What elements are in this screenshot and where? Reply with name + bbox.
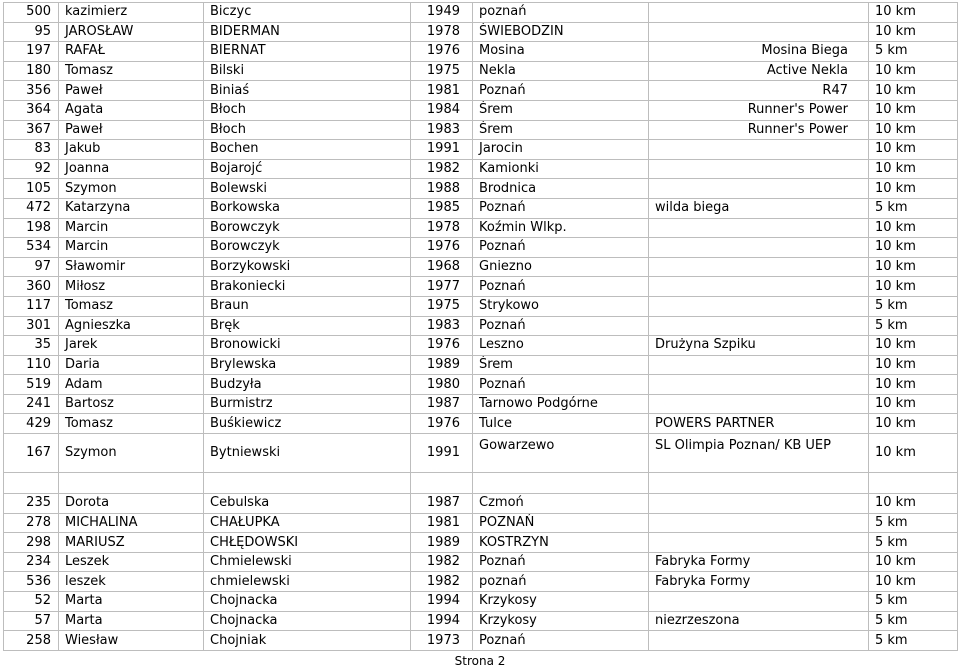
city-cell: Krzykosy [473, 611, 649, 631]
city-cell: Jarocin [473, 140, 649, 160]
bib-number-cell: 472 [4, 198, 59, 218]
distance-cell: 5 km [869, 42, 958, 62]
bib-number-cell: 95 [4, 22, 59, 42]
club-cell [649, 375, 869, 395]
last-name-cell: Błoch [204, 120, 411, 140]
distance-cell: 10 km [869, 572, 958, 592]
distance-cell: 10 km [869, 218, 958, 238]
city-cell: ŚWIEBODZIN [473, 22, 649, 42]
last-name-cell: Brakoniecki [204, 277, 411, 297]
club-cell [649, 316, 869, 336]
first-name-cell: Joanna [59, 159, 204, 179]
table-row [4, 22, 958, 42]
birth-year-cell: 1976 [411, 414, 473, 434]
birth-year-cell: 1983 [411, 120, 473, 140]
city-cell: Śrem [473, 355, 649, 375]
club-cell [649, 355, 869, 375]
birth-year-cell: 1994 [411, 592, 473, 612]
table-row [4, 120, 958, 140]
city-cell: Koźmin Wlkp. [473, 218, 649, 238]
first-name-cell: Adam [59, 375, 204, 395]
distance-cell: 10 km [869, 140, 958, 160]
birth-year-cell: 1975 [411, 296, 473, 316]
distance-cell: 5 km [869, 513, 958, 533]
spacer-cell [59, 473, 204, 494]
birth-year-cell: 1978 [411, 22, 473, 42]
club-cell: Fabryka Formy [649, 552, 869, 572]
bib-number-cell: 117 [4, 296, 59, 316]
distance-cell: 10 km [869, 434, 958, 473]
last-name-cell: Bojarojć [204, 159, 411, 179]
bib-number-cell: 235 [4, 494, 59, 514]
birth-year-cell: 1987 [411, 394, 473, 414]
page-footer: Strona 2 [454, 654, 506, 668]
distance-cell: 10 km [869, 414, 958, 434]
last-name-cell: Chojniak [204, 631, 411, 651]
club-cell [649, 296, 869, 316]
distance-cell: 5 km [869, 611, 958, 631]
bib-number-cell: 367 [4, 120, 59, 140]
first-name-cell: Paweł [59, 120, 204, 140]
club-cell [649, 631, 869, 651]
last-name-cell: Borowczyk [204, 218, 411, 238]
first-name-cell: Sławomir [59, 257, 204, 277]
birth-year-cell: 1976 [411, 238, 473, 258]
spacer-cell [4, 473, 59, 494]
bib-number-cell: 35 [4, 336, 59, 356]
birth-year-cell: 1983 [411, 316, 473, 336]
first-name-cell: Marta [59, 611, 204, 631]
last-name-cell: Błoch [204, 100, 411, 120]
first-name-cell: Leszek [59, 552, 204, 572]
table-row [4, 631, 958, 651]
last-name-cell: Budzyła [204, 375, 411, 395]
first-name-cell: Jakub [59, 140, 204, 160]
last-name-cell: Chojnacka [204, 611, 411, 631]
first-name-cell: Dorota [59, 494, 204, 514]
table-row [4, 3, 958, 23]
table-row [4, 159, 958, 179]
last-name-cell: Bilski [204, 61, 411, 81]
bib-number-cell: 534 [4, 238, 59, 258]
last-name-cell: Cebulska [204, 494, 411, 514]
first-name-cell: Miłosz [59, 277, 204, 297]
birth-year-cell: 1975 [411, 61, 473, 81]
city-cell: POZNAŃ [473, 513, 649, 533]
last-name-cell: Bronowicki [204, 336, 411, 356]
table-row [4, 414, 958, 434]
table-row [4, 238, 958, 258]
club-cell [649, 592, 869, 612]
distance-cell: 10 km [869, 494, 958, 514]
last-name-cell: Bytniewski [204, 434, 411, 473]
first-name-cell: MICHALINA [59, 513, 204, 533]
club-cell [649, 22, 869, 42]
bib-number-cell: 198 [4, 218, 59, 238]
last-name-cell: Burmistrz [204, 394, 411, 414]
table-row [4, 61, 958, 81]
bib-number-cell: 83 [4, 140, 59, 160]
birth-year-cell: 1991 [411, 434, 473, 473]
first-name-cell: Tomasz [59, 414, 204, 434]
birth-year-cell: 1984 [411, 100, 473, 120]
table-row [4, 434, 958, 473]
last-name-cell: BIERNAT [204, 42, 411, 62]
distance-cell: 10 km [869, 277, 958, 297]
last-name-cell: Buśkiewicz [204, 414, 411, 434]
first-name-cell: Marcin [59, 238, 204, 258]
bib-number-cell: 92 [4, 159, 59, 179]
last-name-cell: Bochen [204, 140, 411, 160]
last-name-cell: Braun [204, 296, 411, 316]
first-name-cell: Marta [59, 592, 204, 612]
bib-number-cell: 197 [4, 42, 59, 62]
table-row [4, 375, 958, 395]
birth-year-cell: 1973 [411, 631, 473, 651]
table-row [4, 296, 958, 316]
table-row [4, 611, 958, 631]
bib-number-cell: 298 [4, 533, 59, 553]
club-cell [649, 179, 869, 199]
table-row [4, 179, 958, 199]
bib-number-cell: 57 [4, 611, 59, 631]
birth-year-cell: 1981 [411, 513, 473, 533]
city-cell: Gowarzewo [473, 434, 649, 473]
distance-cell: 5 km [869, 533, 958, 553]
club-cell [649, 513, 869, 533]
bib-number-cell: 500 [4, 3, 59, 23]
club-cell [649, 394, 869, 414]
city-cell: Poznań [473, 277, 649, 297]
club-cell: wilda biega [649, 198, 869, 218]
bib-number-cell: 258 [4, 631, 59, 651]
last-name-cell: BIDERMAN [204, 22, 411, 42]
club-cell: POWERS PARTNER [649, 414, 869, 434]
bib-number-cell: 110 [4, 355, 59, 375]
city-cell: Poznań [473, 375, 649, 395]
distance-cell: 10 km [869, 22, 958, 42]
last-name-cell: Chojnacka [204, 592, 411, 612]
table-row [4, 592, 958, 612]
distance-cell: 5 km [869, 592, 958, 612]
birth-year-cell: 1968 [411, 257, 473, 277]
birth-year-cell: 1987 [411, 494, 473, 514]
birth-year-cell: 1988 [411, 179, 473, 199]
club-cell [649, 533, 869, 553]
first-name-cell: Daria [59, 355, 204, 375]
results-table-body [4, 3, 958, 651]
first-name-cell: Szymon [59, 179, 204, 199]
table-row [4, 494, 958, 514]
last-name-cell: Borzykowski [204, 257, 411, 277]
distance-cell: 5 km [869, 296, 958, 316]
table-row [4, 198, 958, 218]
birth-year-cell: 1949 [411, 3, 473, 23]
first-name-cell: kazimierz [59, 3, 204, 23]
distance-cell: 10 km [869, 552, 958, 572]
bib-number-cell: 301 [4, 316, 59, 336]
first-name-cell: leszek [59, 572, 204, 592]
first-name-cell: Paweł [59, 81, 204, 101]
first-name-cell: Katarzyna [59, 198, 204, 218]
distance-cell: 10 km [869, 3, 958, 23]
distance-cell: 5 km [869, 316, 958, 336]
bib-number-cell: 97 [4, 257, 59, 277]
club-cell: Runner's Power [649, 100, 869, 120]
birth-year-cell: 1980 [411, 375, 473, 395]
table-row [4, 277, 958, 297]
distance-cell: 10 km [869, 336, 958, 356]
first-name-cell: Agata [59, 100, 204, 120]
city-cell: Śrem [473, 100, 649, 120]
table-row [4, 81, 958, 101]
last-name-cell: Bolewski [204, 179, 411, 199]
city-cell: Kamionki [473, 159, 649, 179]
results-table [3, 2, 958, 651]
city-cell: poznań [473, 572, 649, 592]
birth-year-cell: 1976 [411, 336, 473, 356]
club-cell [649, 238, 869, 258]
distance-cell: 5 km [869, 631, 958, 651]
spacer-cell [204, 473, 411, 494]
birth-year-cell: 1991 [411, 140, 473, 160]
bib-number-cell: 241 [4, 394, 59, 414]
club-cell: R47 [649, 81, 869, 101]
spacer-cell [649, 473, 869, 494]
first-name-cell: Wiesław [59, 631, 204, 651]
spacer-row [4, 473, 958, 494]
spacer-cell [473, 473, 649, 494]
table-row [4, 257, 958, 277]
club-cell: Active Nekla [649, 61, 869, 81]
birth-year-cell: 1977 [411, 277, 473, 297]
first-name-cell: Szymon [59, 434, 204, 473]
last-name-cell: Borkowska [204, 198, 411, 218]
club-cell: Mosina Biega [649, 42, 869, 62]
last-name-cell: CHAŁUPKA [204, 513, 411, 533]
club-cell [649, 218, 869, 238]
distance-cell: 10 km [869, 355, 958, 375]
table-row [4, 355, 958, 375]
table-row [4, 533, 958, 553]
club-cell: Fabryka Formy [649, 572, 869, 592]
spacer-cell [411, 473, 473, 494]
last-name-cell: Brylewska [204, 355, 411, 375]
bib-number-cell: 429 [4, 414, 59, 434]
bib-number-cell: 278 [4, 513, 59, 533]
birth-year-cell: 1976 [411, 42, 473, 62]
birth-year-cell: 1985 [411, 198, 473, 218]
club-cell [649, 140, 869, 160]
bib-number-cell: 356 [4, 81, 59, 101]
birth-year-cell: 1978 [411, 218, 473, 238]
club-cell [649, 257, 869, 277]
city-cell: Poznań [473, 238, 649, 258]
distance-cell: 10 km [869, 375, 958, 395]
city-cell: Śrem [473, 120, 649, 140]
city-cell: Poznań [473, 552, 649, 572]
last-name-cell: CHŁĘDOWSKI [204, 533, 411, 553]
bib-number-cell: 519 [4, 375, 59, 395]
city-cell: Krzykosy [473, 592, 649, 612]
last-name-cell: Bręk [204, 316, 411, 336]
spacer-cell [869, 473, 958, 494]
distance-cell: 10 km [869, 394, 958, 414]
distance-cell: 10 km [869, 100, 958, 120]
table-row [4, 140, 958, 160]
first-name-cell: Agnieszka [59, 316, 204, 336]
table-row [4, 552, 958, 572]
city-cell: Gniezno [473, 257, 649, 277]
first-name-cell: Marcin [59, 218, 204, 238]
first-name-cell: Bartosz [59, 394, 204, 414]
club-cell: SL Olimpia Poznan/ KB UEP [649, 434, 869, 473]
first-name-cell: MARIUSZ [59, 533, 204, 553]
first-name-cell: RAFAŁ [59, 42, 204, 62]
city-cell: Leszno [473, 336, 649, 356]
table-row [4, 218, 958, 238]
last-name-cell: chmielewski [204, 572, 411, 592]
bib-number-cell: 180 [4, 61, 59, 81]
birth-year-cell: 1981 [411, 81, 473, 101]
bib-number-cell: 234 [4, 552, 59, 572]
first-name-cell: JAROSŁAW [59, 22, 204, 42]
club-cell: niezrzeszona [649, 611, 869, 631]
distance-cell: 10 km [869, 159, 958, 179]
city-cell: Strykowo [473, 296, 649, 316]
last-name-cell: Borowczyk [204, 238, 411, 258]
birth-year-cell: 1994 [411, 611, 473, 631]
bib-number-cell: 105 [4, 179, 59, 199]
birth-year-cell: 1982 [411, 159, 473, 179]
club-cell: Drużyna Szpiku [649, 336, 869, 356]
city-cell: KOSTRZYN [473, 533, 649, 553]
first-name-cell: Tomasz [59, 296, 204, 316]
club-cell [649, 3, 869, 23]
city-cell: poznań [473, 3, 649, 23]
distance-cell: 10 km [869, 81, 958, 101]
bib-number-cell: 360 [4, 277, 59, 297]
city-cell: Mosina [473, 42, 649, 62]
club-cell [649, 277, 869, 297]
club-cell: Runner's Power [649, 120, 869, 140]
city-cell: Poznań [473, 631, 649, 651]
bib-number-cell: 52 [4, 592, 59, 612]
table-row [4, 316, 958, 336]
bib-number-cell: 536 [4, 572, 59, 592]
club-cell [649, 494, 869, 514]
city-cell: Tulce [473, 414, 649, 434]
last-name-cell: Chmielewski [204, 552, 411, 572]
city-cell: Brodnica [473, 179, 649, 199]
table-row [4, 394, 958, 414]
last-name-cell: Biczyc [204, 3, 411, 23]
birth-year-cell: 1989 [411, 533, 473, 553]
table-row [4, 513, 958, 533]
table-row [4, 572, 958, 592]
distance-cell: 10 km [869, 120, 958, 140]
distance-cell: 10 km [869, 257, 958, 277]
distance-cell: 10 km [869, 179, 958, 199]
city-cell: Poznań [473, 198, 649, 218]
table-row [4, 336, 958, 356]
distance-cell: 10 km [869, 61, 958, 81]
birth-year-cell: 1982 [411, 552, 473, 572]
first-name-cell: Jarek [59, 336, 204, 356]
city-cell: Tarnowo Podgórne [473, 394, 649, 414]
distance-cell: 10 km [869, 238, 958, 258]
birth-year-cell: 1982 [411, 572, 473, 592]
table-row [4, 42, 958, 62]
city-cell: Czmoń [473, 494, 649, 514]
club-cell [649, 159, 869, 179]
bib-number-cell: 167 [4, 434, 59, 473]
birth-year-cell: 1989 [411, 355, 473, 375]
table-row [4, 100, 958, 120]
last-name-cell: Biniaś [204, 81, 411, 101]
distance-cell: 5 km [869, 198, 958, 218]
city-cell: Poznań [473, 316, 649, 336]
bib-number-cell: 364 [4, 100, 59, 120]
first-name-cell: Tomasz [59, 61, 204, 81]
city-cell: Poznań [473, 81, 649, 101]
city-cell: Nekla [473, 61, 649, 81]
